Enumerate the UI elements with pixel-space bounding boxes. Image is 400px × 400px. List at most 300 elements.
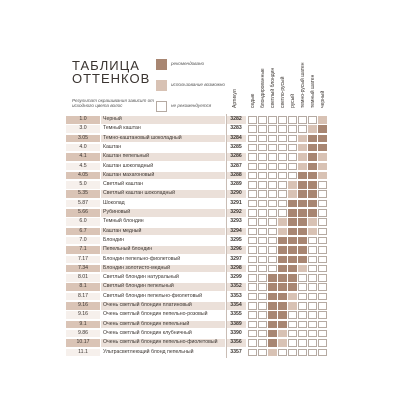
compatibility-cell — [298, 190, 307, 198]
shade-code: 10.17 — [66, 339, 100, 347]
compatibility-cell — [268, 237, 277, 245]
compatibility-cell — [308, 144, 317, 152]
shade-name: Рубиновый — [101, 209, 225, 217]
table-row — [64, 181, 336, 190]
shade-code: 5.87 — [66, 200, 100, 208]
compatibility-cell — [288, 163, 297, 171]
article-number: 3294 — [226, 228, 246, 236]
compatibility-cell — [268, 228, 277, 236]
shade-code: 4.0 — [66, 144, 100, 152]
compatibility-cell — [258, 349, 267, 357]
compatibility-cell — [278, 190, 287, 198]
table-row — [64, 339, 336, 348]
shade-name: Темный блондин — [101, 218, 225, 226]
compatibility-cell — [308, 302, 317, 310]
shade-code: 5.35 — [66, 190, 100, 198]
shade-name: Светлый блондин пепельно-фиолетовый — [101, 293, 225, 301]
compatibility-cell — [268, 283, 277, 291]
compatibility-cell — [258, 116, 267, 124]
article-number: 3286 — [226, 153, 246, 161]
compatibility-cell — [268, 321, 277, 329]
article-number: 3287 — [226, 163, 246, 171]
compatibility-cell — [288, 116, 297, 124]
shade-name: Светлый каштан шоколадный — [101, 190, 225, 198]
compatibility-cell — [288, 339, 297, 347]
compatibility-cell — [278, 116, 287, 124]
compatibility-cell — [308, 135, 317, 143]
article-number: 3299 — [226, 274, 246, 282]
compatibility-cell — [278, 321, 287, 329]
compatibility-cell — [288, 125, 297, 133]
table-row — [64, 135, 336, 144]
compatibility-cell — [288, 218, 297, 226]
compatibility-cell — [308, 256, 317, 264]
compatibility-cell — [318, 125, 327, 133]
shade-code: 3.0 — [66, 125, 100, 133]
column-header-light-blonde: светлый блондин — [270, 67, 276, 108]
compatibility-cell — [308, 293, 317, 301]
compatibility-cell — [248, 311, 257, 319]
compatibility-cell — [258, 125, 267, 133]
compatibility-cell — [248, 293, 257, 301]
compatibility-cell — [298, 256, 307, 264]
compatibility-cell — [278, 349, 287, 357]
shade-name: Ультрасветлеющий блонд пепельный — [101, 349, 225, 357]
table-row — [64, 256, 336, 265]
shade-name: Блондин пепельно-фиолетовый — [101, 256, 225, 264]
shade-code: 9.86 — [66, 330, 100, 338]
shade-code: 9.1 — [66, 321, 100, 329]
table-row — [64, 237, 336, 246]
compatibility-cell — [268, 311, 277, 319]
compatibility-cell — [288, 311, 297, 319]
compatibility-cell — [278, 265, 287, 273]
legend-swatch-possible — [156, 80, 167, 91]
table-row — [64, 172, 336, 181]
table-row — [64, 144, 336, 153]
compatibility-cell — [248, 246, 257, 254]
compatibility-cell — [318, 209, 327, 217]
compatibility-cell — [268, 116, 277, 124]
table-row — [64, 274, 336, 283]
article-number: 3288 — [226, 172, 246, 180]
compatibility-cell — [308, 163, 317, 171]
compatibility-cell — [308, 349, 317, 357]
compatibility-cell — [278, 181, 287, 189]
article-number: 3297 — [226, 256, 246, 264]
compatibility-cell — [268, 274, 277, 282]
compatibility-cell — [268, 218, 277, 226]
compatibility-cell — [258, 163, 267, 171]
compatibility-cell — [318, 321, 327, 329]
shade-name: Светлый блондин пепельный — [101, 283, 225, 291]
compatibility-cell — [308, 209, 317, 217]
compatibility-cell — [258, 209, 267, 217]
compatibility-cell — [278, 330, 287, 338]
article-number: 3291 — [226, 200, 246, 208]
compatibility-cell — [298, 218, 307, 226]
shade-name: Светлый каштан — [101, 181, 225, 189]
shade-name: Очень светлый блондин пепельный — [101, 321, 225, 329]
shade-code: 7.17 — [66, 256, 100, 264]
compatibility-cell — [308, 339, 317, 347]
compatibility-cell — [288, 190, 297, 198]
column-divider — [226, 114, 227, 358]
shade-code: 4.1 — [66, 153, 100, 161]
table-row — [64, 246, 336, 255]
table-row — [64, 321, 336, 330]
shade-code: 7.1 — [66, 246, 100, 254]
compatibility-cell — [298, 228, 307, 236]
compatibility-cell — [288, 265, 297, 273]
table-row — [64, 153, 336, 162]
compatibility-cell — [298, 172, 307, 180]
article-number: 3296 — [226, 246, 246, 254]
compatibility-cell — [258, 144, 267, 152]
compatibility-cell — [258, 135, 267, 143]
subtitle: Результат окрашивания зависит от исходного цвета волос — [72, 98, 154, 109]
table-row — [64, 190, 336, 199]
legend-swatch-not-recommended — [156, 101, 167, 112]
compatibility-cell — [288, 293, 297, 301]
compatibility-cell — [278, 246, 287, 254]
shade-code: 11.1 — [66, 349, 100, 357]
compatibility-cell — [298, 153, 307, 161]
column-header-black: черный — [320, 90, 326, 108]
compatibility-cell — [268, 349, 277, 357]
shade-name: Каштан — [101, 144, 225, 152]
compatibility-cell — [258, 283, 267, 291]
shade-name: Темный каштан — [101, 125, 225, 133]
shade-code: 4.05 — [66, 172, 100, 180]
table-row — [64, 302, 336, 311]
article-number: 3390 — [226, 330, 246, 338]
compatibility-cell — [278, 283, 287, 291]
compatibility-cell — [308, 311, 317, 319]
compatibility-cell — [288, 209, 297, 217]
compatibility-cell — [248, 339, 257, 347]
compatibility-cell — [288, 349, 297, 357]
shade-name: Светлый блондин натуральный — [101, 274, 225, 282]
compatibility-cell — [278, 302, 287, 310]
compatibility-cell — [308, 181, 317, 189]
shade-code: 3.05 — [66, 135, 100, 143]
compatibility-cell — [288, 135, 297, 143]
shade-code: 6.7 — [66, 228, 100, 236]
compatibility-cell — [258, 265, 267, 273]
compatibility-cell — [268, 163, 277, 171]
compatibility-cell — [268, 172, 277, 180]
table-row — [64, 283, 336, 292]
compatibility-cell — [258, 181, 267, 189]
shade-name: Каштан медный — [101, 228, 225, 236]
compatibility-cell — [258, 172, 267, 180]
compatibility-cell — [278, 209, 287, 217]
compatibility-cell — [288, 302, 297, 310]
compatibility-cell — [268, 200, 277, 208]
compatibility-cell — [318, 293, 327, 301]
compatibility-cell — [258, 321, 267, 329]
compatibility-cell — [298, 339, 307, 347]
compatibility-cell — [278, 125, 287, 133]
compatibility-cell — [318, 116, 327, 124]
compatibility-cell — [298, 265, 307, 273]
article-number: 3389 — [226, 321, 246, 329]
compatibility-cell — [258, 311, 267, 319]
compatibility-cell — [258, 237, 267, 245]
compatibility-cell — [278, 311, 287, 319]
title-line-1: ТАБЛИЦА — [72, 58, 140, 73]
shade-code: 8.01 — [66, 274, 100, 282]
compatibility-cell — [278, 256, 287, 264]
compatibility-cell — [248, 349, 257, 357]
compatibility-cell — [268, 190, 277, 198]
article-number: 3295 — [226, 237, 246, 245]
compatibility-cell — [268, 330, 277, 338]
compatibility-cell — [318, 283, 327, 291]
table-row — [64, 218, 336, 227]
shade-name: Каштан махагоновый — [101, 172, 225, 180]
article-number: 3356 — [226, 339, 246, 347]
compatibility-cell — [318, 265, 327, 273]
compatibility-cell — [258, 228, 267, 236]
column-header-grey: седые — [250, 93, 256, 108]
compatibility-cell — [318, 339, 327, 347]
compatibility-cell — [278, 293, 287, 301]
compatibility-cell — [318, 256, 327, 264]
compatibility-cell — [278, 200, 287, 208]
compatibility-cell — [258, 302, 267, 310]
shade-name: Очень светлый блондин платиновый — [101, 302, 225, 310]
compatibility-cell — [248, 153, 257, 161]
column-header-dark-chestnut: темный шатен — [310, 74, 316, 108]
shade-code: 4.5 — [66, 163, 100, 171]
compatibility-cell — [278, 237, 287, 245]
page-title — [72, 59, 150, 85]
compatibility-cell — [318, 135, 327, 143]
legend-item-possible — [156, 80, 226, 101]
shade-name: Очень светлый блондин пепельно-фиолетовый — [101, 339, 225, 347]
compatibility-cell — [288, 256, 297, 264]
article-number: 3284 — [226, 135, 246, 143]
shade-name: Очень светлый блондин пепельно-розовый — [101, 311, 225, 319]
compatibility-cell — [288, 330, 297, 338]
compatibility-cell — [318, 144, 327, 152]
compatibility-cell — [308, 190, 317, 198]
compatibility-cell — [248, 190, 257, 198]
compatibility-cell — [268, 265, 277, 273]
column-header-article: Артикул — [232, 89, 238, 108]
compatibility-cell — [268, 293, 277, 301]
compatibility-cell — [298, 125, 307, 133]
compatibility-cell — [258, 218, 267, 226]
compatibility-cell — [308, 125, 317, 133]
compatibility-cell — [248, 302, 257, 310]
column-header-dark-brown: темно-русый шатен — [300, 62, 306, 108]
compatibility-cell — [318, 190, 327, 198]
compatibility-cell — [248, 181, 257, 189]
shade-code: 5.66 — [66, 209, 100, 217]
compatibility-cell — [298, 311, 307, 319]
compatibility-cell — [278, 228, 287, 236]
compatibility-cell — [298, 293, 307, 301]
shade-code: 1.0 — [66, 116, 100, 124]
shade-name: Очень светлый блондин клубничный — [101, 330, 225, 338]
compatibility-cell — [298, 200, 307, 208]
compatibility-cell — [248, 116, 257, 124]
compatibility-cell — [318, 153, 327, 161]
compatibility-cell — [288, 144, 297, 152]
compatibility-cell — [268, 153, 277, 161]
table-row — [64, 209, 336, 218]
compatibility-cell — [248, 144, 257, 152]
table-row — [64, 228, 336, 237]
table-row — [64, 125, 336, 134]
compatibility-cell — [298, 237, 307, 245]
compatibility-cell — [278, 153, 287, 161]
compatibility-cell — [248, 321, 257, 329]
compatibility-cell — [308, 200, 317, 208]
legend-label: рекомендовано — [171, 61, 205, 66]
article-number: 3285 — [226, 144, 246, 152]
compatibility-cell — [288, 283, 297, 291]
compatibility-cell — [258, 274, 267, 282]
shade-code: 8.17 — [66, 293, 100, 301]
compatibility-cell — [248, 265, 257, 273]
compatibility-cell — [278, 135, 287, 143]
compatibility-cell — [298, 283, 307, 291]
article-number: 3355 — [226, 311, 246, 319]
compatibility-cell — [318, 274, 327, 282]
compatibility-cell — [268, 135, 277, 143]
compatibility-cell — [308, 172, 317, 180]
compatibility-cell — [258, 246, 267, 254]
shade-code: 8.1 — [66, 283, 100, 291]
shade-name: Блондин золотисто-медный — [101, 265, 225, 273]
compatibility-cell — [298, 209, 307, 217]
compatibility-cell — [258, 190, 267, 198]
compatibility-cell — [308, 265, 317, 273]
compatibility-cell — [318, 246, 327, 254]
shade-name: Шоколад — [101, 200, 225, 208]
compatibility-cell — [308, 218, 317, 226]
compatibility-cell — [298, 144, 307, 152]
compatibility-cell — [258, 200, 267, 208]
compatibility-cell — [248, 163, 257, 171]
compatibility-cell — [288, 274, 297, 282]
shade-name: Пепельный блондин — [101, 246, 225, 254]
compatibility-cell — [308, 330, 317, 338]
compatibility-cell — [248, 218, 257, 226]
compatibility-cell — [308, 153, 317, 161]
shade-name: Каштан шоколадный — [101, 163, 225, 171]
article-number: 3292 — [226, 209, 246, 217]
article-number: 3352 — [226, 283, 246, 291]
compatibility-cell — [308, 228, 317, 236]
compatibility-cell — [308, 246, 317, 254]
compatibility-cell — [268, 246, 277, 254]
shade-code: 5.0 — [66, 181, 100, 189]
compatibility-cell — [258, 330, 267, 338]
compatibility-cell — [298, 163, 307, 171]
legend-swatch-recommended — [156, 59, 167, 70]
compatibility-cell — [288, 200, 297, 208]
compatibility-cell — [288, 321, 297, 329]
compatibility-cell — [288, 172, 297, 180]
column-header-brown: русый — [290, 93, 296, 108]
shade-name: Блондин — [101, 237, 225, 245]
compatibility-cell — [298, 321, 307, 329]
compatibility-cell — [248, 283, 257, 291]
compatibility-cell — [268, 256, 277, 264]
compatibility-cell — [268, 302, 277, 310]
compatibility-cell — [318, 302, 327, 310]
compatibility-cell — [248, 172, 257, 180]
compatibility-cell — [308, 116, 317, 124]
article-number: 3282 — [226, 116, 246, 124]
table-row — [64, 311, 336, 320]
table-row — [64, 116, 336, 125]
compatibility-cell — [288, 181, 297, 189]
shade-chart-sheet — [64, 44, 336, 362]
compatibility-cell — [298, 116, 307, 124]
compatibility-cell — [278, 144, 287, 152]
compatibility-cell — [278, 339, 287, 347]
column-header-bleached: блондированные — [260, 68, 266, 108]
compatibility-cell — [278, 218, 287, 226]
compatibility-cell — [308, 321, 317, 329]
shade-code: 9.16 — [66, 302, 100, 310]
shade-name: Каштан пепельный — [101, 153, 225, 161]
table-row — [64, 293, 336, 302]
compatibility-cell — [298, 135, 307, 143]
compatibility-cell — [248, 256, 257, 264]
compatibility-cell — [318, 349, 327, 357]
compatibility-cell — [248, 274, 257, 282]
compatibility-cell — [268, 181, 277, 189]
table-row — [64, 163, 336, 172]
compatibility-cell — [268, 144, 277, 152]
compatibility-cell — [288, 228, 297, 236]
title-line-2: ОТТЕНКОВ — [72, 71, 151, 86]
compatibility-cell — [248, 200, 257, 208]
article-number: 3353 — [226, 293, 246, 301]
compatibility-cell — [248, 330, 257, 338]
compatibility-cell — [298, 302, 307, 310]
compatibility-cell — [318, 181, 327, 189]
article-number: 3289 — [226, 181, 246, 189]
compatibility-cell — [308, 274, 317, 282]
compatibility-cell — [248, 125, 257, 133]
shade-name: Черный — [101, 116, 225, 124]
legend-label: не рекомендуется — [171, 103, 212, 108]
shade-code: 6.0 — [66, 218, 100, 226]
compatibility-cell — [308, 237, 317, 245]
compatibility-cell — [318, 163, 327, 171]
compatibility-cell — [248, 209, 257, 217]
legend-label: использование возможно — [171, 82, 225, 87]
compatibility-cell — [318, 200, 327, 208]
shade-code: 7.34 — [66, 265, 100, 273]
compatibility-cell — [248, 228, 257, 236]
compatibility-cell — [278, 163, 287, 171]
compatibility-cell — [268, 339, 277, 347]
article-number: 3357 — [226, 349, 246, 357]
article-number: 3298 — [226, 265, 246, 273]
table-row — [64, 349, 336, 358]
article-number: 3293 — [226, 218, 246, 226]
compatibility-cell — [318, 311, 327, 319]
